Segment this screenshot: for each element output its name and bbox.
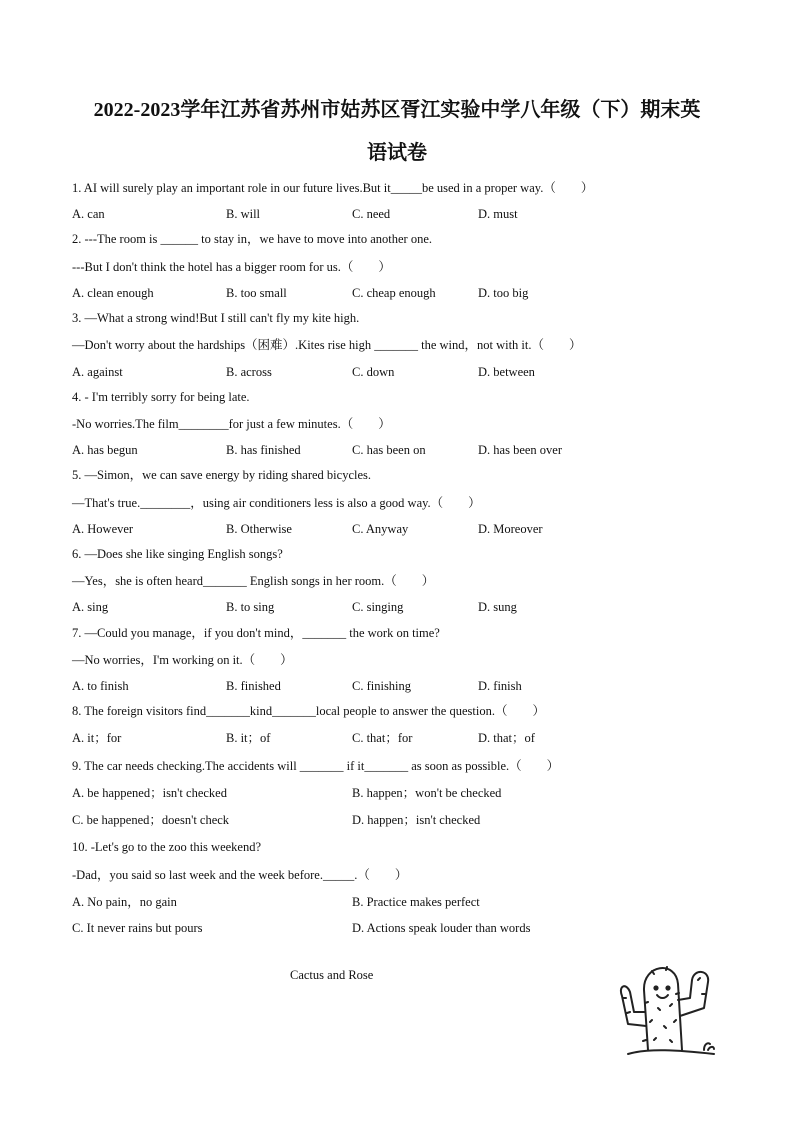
question-10-stem: 10. -Let's go to the zoo this weekend?	[72, 840, 262, 854]
passage-title: Cactus and Rose	[290, 968, 374, 982]
q1-option-d: D. must	[478, 207, 518, 221]
q8-option-d: D. that；of	[478, 731, 535, 745]
q1-option-c: C. need	[352, 207, 391, 221]
q3-option-c: C. down	[352, 365, 395, 379]
q6-option-b: B. to sing	[226, 600, 275, 614]
q10-option-b: B. Practice makes perfect	[352, 895, 480, 909]
q8-option-b: B. it；of	[226, 731, 271, 745]
q10-option-d: D. Actions speak louder than words	[352, 921, 531, 935]
question-7-stem: 7. —Could you manage，if you don't mind，_______ the work on time?	[72, 626, 440, 640]
question-3-stem: 3. —What a strong wind!But I still can't fly my kite high.	[72, 311, 360, 325]
question-10-reply: -Dad，you said so last week and the week before._____.（ ）	[72, 868, 408, 882]
q9-option-b: B. happen；won't be checked	[352, 786, 502, 800]
q7-option-b: B. finished	[226, 679, 281, 693]
q4-option-a: A. has begun	[72, 443, 138, 457]
q7-option-a: A. to finish	[72, 679, 129, 693]
q7-option-d: D. finish	[478, 679, 522, 693]
exam-title-line2: 语试卷	[367, 142, 427, 164]
q8-option-a: A. it；for	[72, 731, 122, 745]
q2-option-a: A. clean enough	[72, 286, 154, 300]
q10-option-a: A. No pain，no gain	[72, 895, 177, 909]
q2-option-c: C. cheap enough	[352, 286, 436, 300]
q5-option-a: A. However	[72, 522, 134, 536]
question-8-stem: 8. The foreign visitors find_______kind_______local people to answer the question.（ ）	[72, 704, 545, 718]
question-7-reply: —No worries，I'm working on it.（ ）	[72, 653, 293, 667]
question-1-stem: 1. AI will surely play an important role in our future lives.But it_____be used in a proper way.（ ）	[72, 181, 594, 195]
q4-option-b: B. has finished	[226, 443, 301, 457]
question-9-stem: 9. The car needs checking.The accidents will _______ if it_______ as soon as possible.（ ）	[72, 759, 560, 773]
q9-option-a: A. be happened；isn't checked	[72, 786, 227, 800]
question-4-reply: -No worries.The film________for just a few minutes.（ ）	[72, 417, 391, 431]
cactus-illustration-icon	[618, 950, 722, 1062]
question-4-stem: 4. - I'm terribly sorry for being late.	[72, 390, 250, 404]
q5-option-b: B. Otherwise	[226, 522, 292, 536]
question-3-reply: —Don't worry about the hardships（困难）.Kites rise high _______ the wind，not with it.（ ）	[72, 338, 582, 352]
q9-option-c: C. be happened；doesn't check	[72, 813, 230, 827]
question-5-reply: —That's true.________，using air conditioners less is also a good way.（ ）	[72, 496, 481, 510]
exam-title-line1: 2022-2023学年江苏省苏州市姑苏区胥江实验中学八年级（下）期末英	[93, 99, 701, 121]
q4-option-c: C. has been on	[352, 443, 426, 457]
q5-option-c: C. Anyway	[352, 522, 409, 536]
q2-option-d: D. too big	[478, 286, 529, 300]
q3-option-b: B. across	[226, 365, 272, 379]
q8-option-c: C. that；for	[352, 731, 413, 745]
q3-option-d: D. between	[478, 365, 535, 379]
q6-option-c: C. singing	[352, 600, 404, 614]
question-2-reply: ---But I don't think the hotel has a bigger room for us.（ ）	[72, 260, 391, 274]
q5-option-d: D. Moreover	[478, 522, 543, 536]
q9-option-d: D. happen；isn't checked	[352, 813, 481, 827]
question-6-reply: —Yes，she is often heard_______ English songs in her room.（ ）	[72, 574, 435, 588]
q3-option-a: A. against	[72, 365, 123, 379]
question-2-stem: 2. ---The room is ______ to stay in，we have to move into another one.	[72, 232, 432, 246]
q7-option-c: C. finishing	[352, 679, 412, 693]
q4-option-d: D. has been over	[478, 443, 562, 457]
q1-option-a: A. can	[72, 207, 105, 221]
q1-option-b: B. will	[226, 207, 261, 221]
q10-option-c: C. It never rains but pours	[72, 921, 203, 935]
q2-option-b: B. too small	[226, 286, 287, 300]
q6-option-a: A. sing	[72, 600, 109, 614]
question-5-stem: 5. —Simon，we can save energy by riding shared bicycles.	[72, 468, 371, 482]
question-6-stem: 6. —Does she like singing English songs?	[72, 547, 283, 561]
q6-option-d: D. sung	[478, 600, 517, 614]
